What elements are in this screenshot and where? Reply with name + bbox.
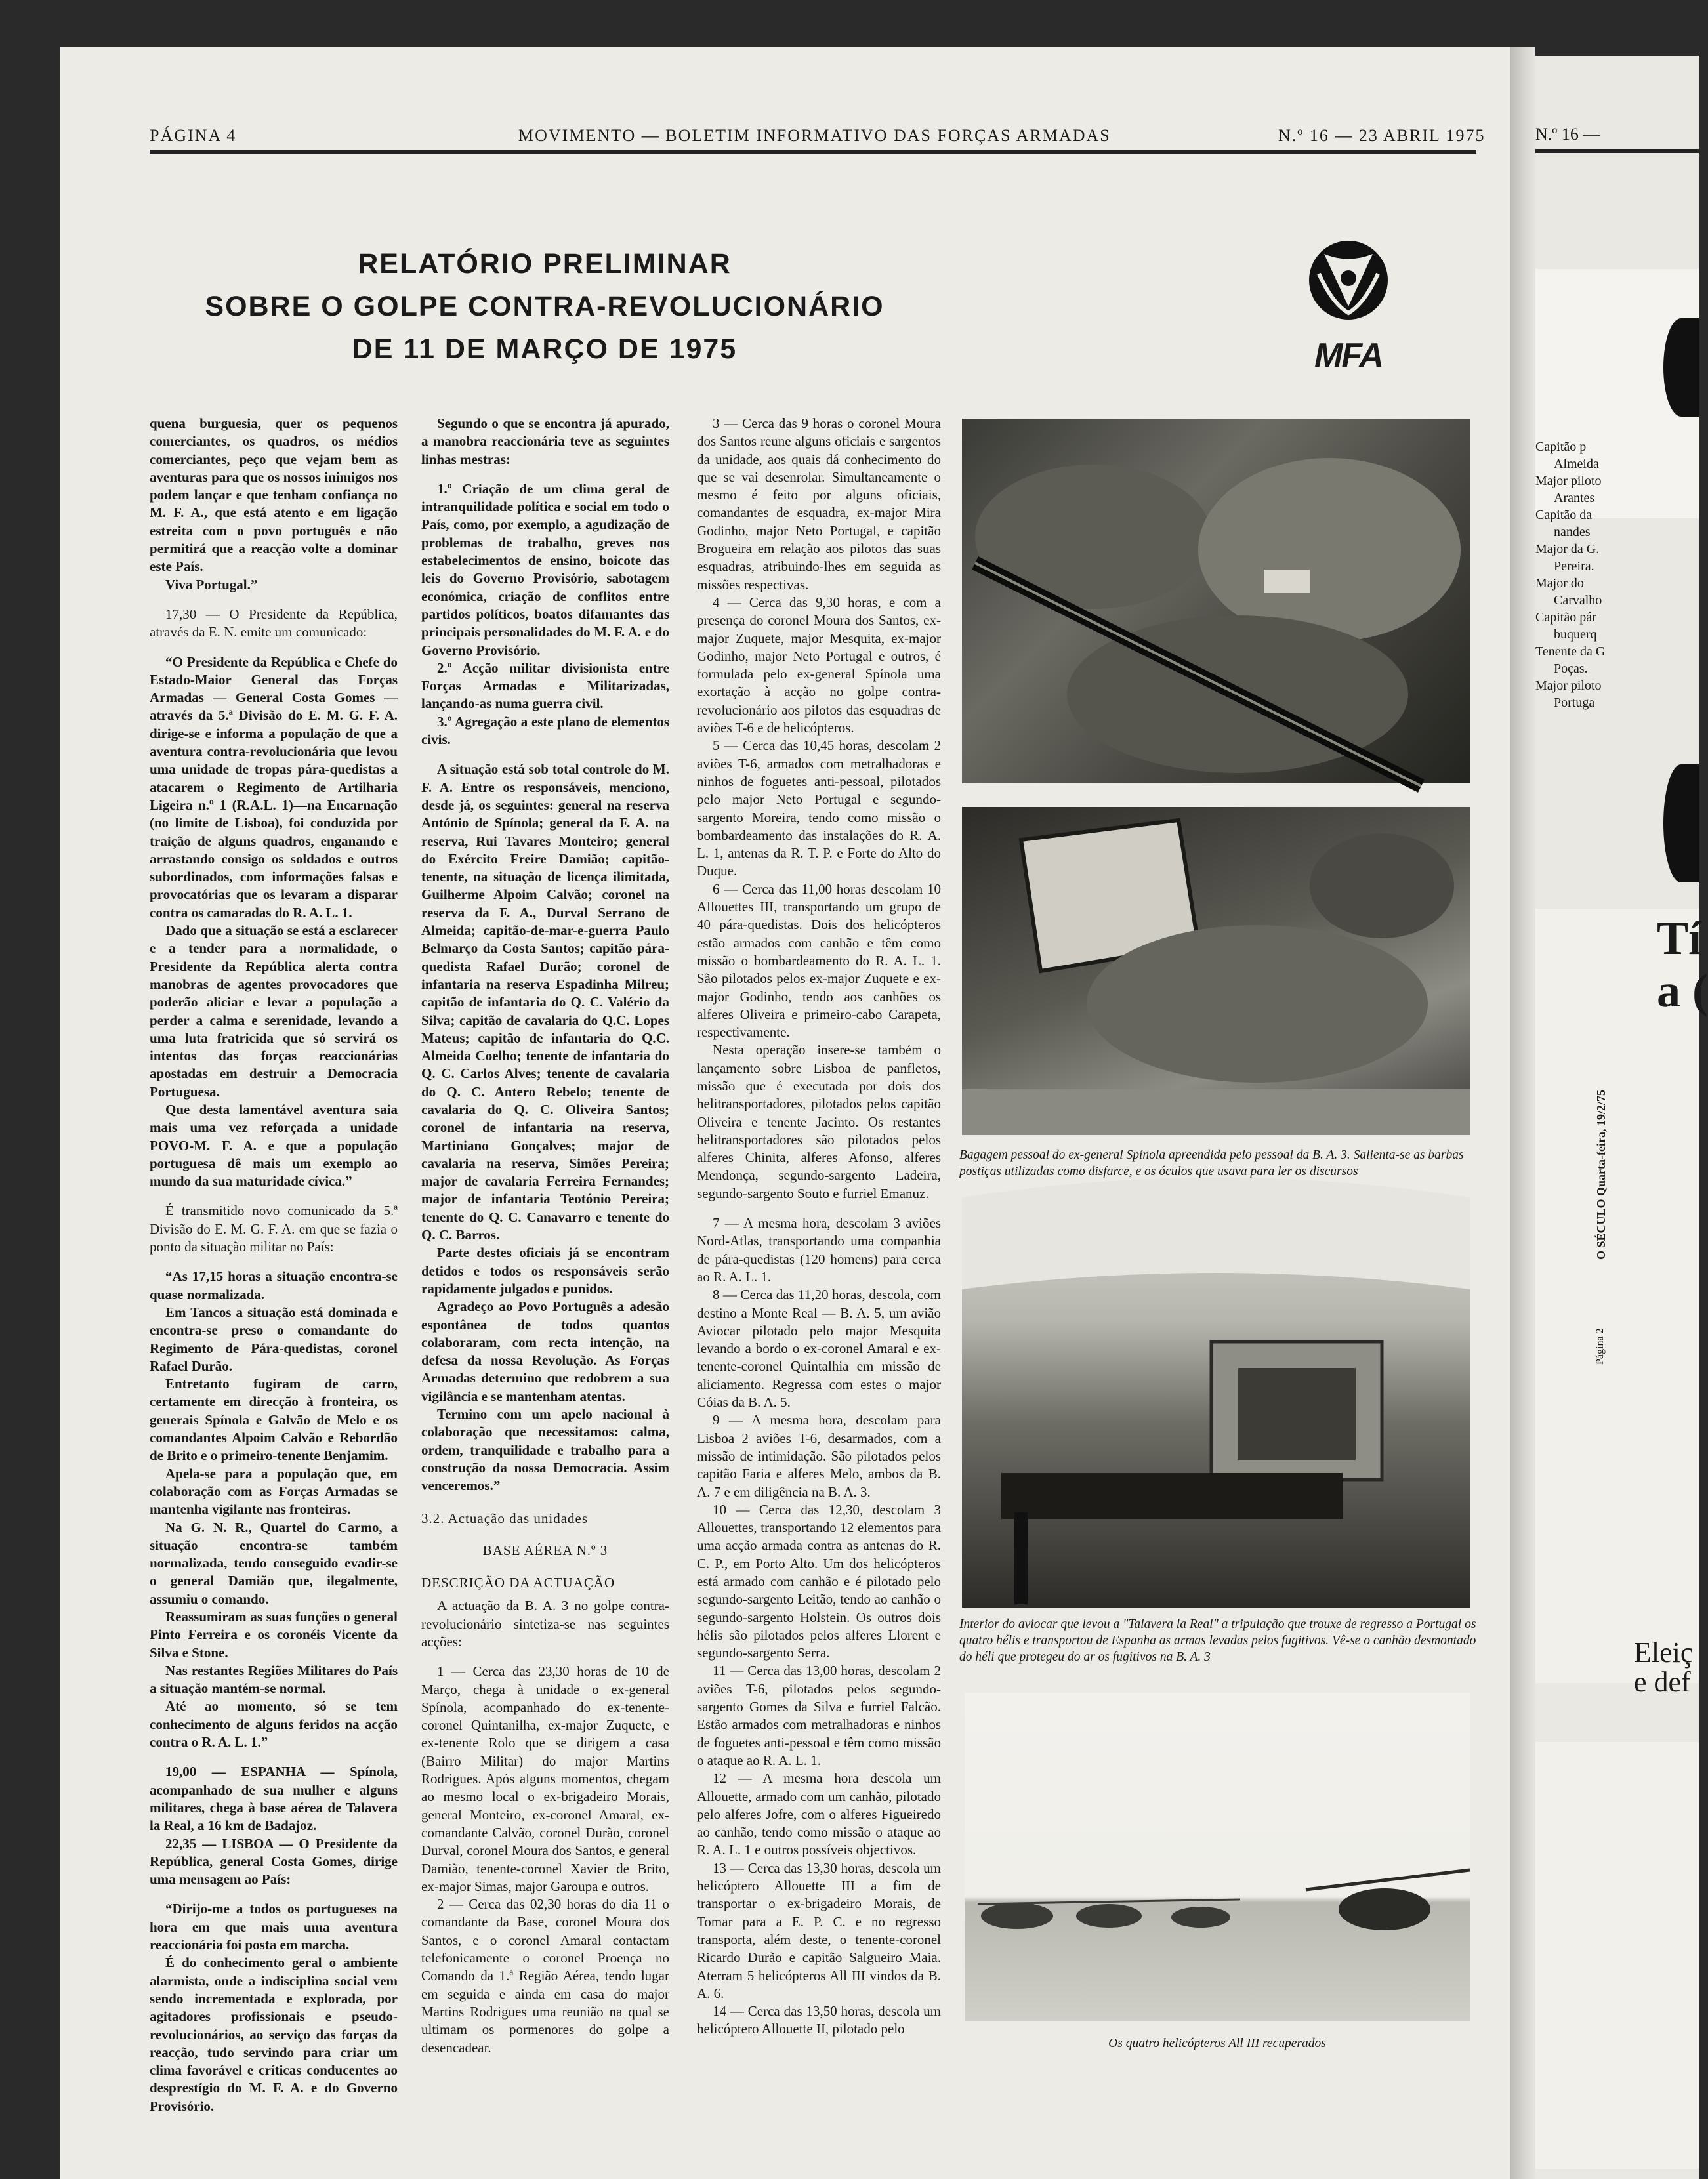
mfa-logo-text: MFA bbox=[1314, 337, 1383, 375]
paragraph: Termino com um apelo nacional à colaboração que necessitamos: calma, ordem, tranquilidade e trabalho para a construção da nossa Democracia. Assim venceremos.” bbox=[421, 1406, 669, 1494]
adjacent-list-line: Portuga bbox=[1554, 695, 1595, 710]
paragraph: Nesta operação insere-se também o lançamento sobre Lisboa de panfletos, missão que é executada por dois dos helitransportadores, pilotados pelos capitão Oliveira e tenente Jacinto. Os restantes helitransportadores são pilotados pelos alferes Chinita, alferes Afonso, alferes Mendonça, segundo-sargento Ladeira, segundo-sargento Souto e furriel Emanuz. bbox=[697, 1042, 941, 1201]
adjacent-headline-4: e def bbox=[1634, 1666, 1691, 1698]
paragraph: 19,00 — ESPANHA — Spínola, acompanhado de sua mulher e alguns militares, chega à base aérea de Talavera la Real, a 16 km de Badajoz. bbox=[150, 1764, 398, 1834]
paragraph: 12 — A mesma hora descola um Allouette, armado com um canhão, pilotado pelo alferes Jofre, com o alferes Figueiredo ao canhão, tendo como missão o ataque ao R. A. L. 1 e outros possíveis objectivos. bbox=[697, 1770, 941, 1858]
paragraph: 2 — Cerca das 02,30 horas do dia 11 o comandante da Base, coronel Moura dos Santos, e o coronel Amaral contactam telefonicamente o coronel Proença no Comando da 1.ª Região Aérea, tendo lugar em seguida e ainda em casa do major Martins Rodrigues uma reunião na qual se ultimam os pormenores do golpe a desencadear. bbox=[421, 1896, 669, 2056]
title-line-3: DE 11 DE MARÇO DE 1975 bbox=[352, 333, 738, 365]
photo-caption-aviocar: Interior do aviocar que levou a "Talavera la Real" a tripulação que trouxe de regresso a Portugal os quatro hélis e transportou de Espanha as armas levadas pelos fugitivos. Vê-se o canhão desmontado do héli que protegeu do ar os fugitivos na B. A. 3 bbox=[959, 1617, 1476, 1664]
paragraph: Na G. N. R., Quartel do Carmo, a situação encontra-se também normalizada, tendo conseguido evadir-se o general Damião que, ilegalmente, assumiu o comando. bbox=[150, 1519, 398, 1607]
paragraph: 13 — Cerca das 13,30 horas, descola um helicóptero Allouette III a fim de transportar o ex-brigadeiro Morais, de Tomar para a E. P. C. e no regresso transporta, além deste, o tenente-coronel Ricardo Durão e capitão Salgueiro Maia. Aterram 5 helicópteros All III vindos da B. A. 6. bbox=[697, 1859, 941, 2001]
adjacent-headline-2: a ( bbox=[1657, 965, 1708, 1017]
paragraph: A situação está sob total controle do M. F. A. Entre os responsáveis, menciono, desde já, os seguintes: general na reserva António de Spínola; general da F. A. na reserva, Rui Tavares Monteiro; general do Exército Freire Damião; capitão-tenente, na situação de licença ilimitada, Guilherme Alpoim Calvão; coronel na reserva da F. A., Durval Serrano de Almeida; capitão-de-mar-e-guerra Paulo Belmarço da Costa Santos; capitão pára-quedista Rafael Durão; coronel de infantaria na reserva Espadinha Milreu; capitão de infantaria do Q. C. Valério da Silva; capitão de cavalaria do Q.C. Lopes Mateus; capitão de infantaria do Q.C. Almeida Coelho; tenente de infantaria do Q. C. Carlos Alves; tenente de cavalaria do Q. C. Antero Rebelo; tenente de cavalaria do Q. C. Oliveira Santos; coronel de infantaria na reserva, Martiniano Gonçalves; major de cavalaria na reserva, Simões Pereira; major de cavalaria Ferreira Fernandes; major de infantaria Teotónio Pereira; tenente do Q. C. Canavarro e tenente do Q. C. Barros. bbox=[421, 761, 669, 1243]
adjacent-headline: Tí bbox=[1657, 912, 1702, 965]
adjacent-list-line: Major piloto bbox=[1535, 474, 1602, 488]
text-column-1 bbox=[150, 415, 398, 2115]
paragraph: Agradeço ao Povo Português a adesão espontânea de todos quantos colaboraram, com recta intenção, na defesa da nossa Revolução. As Forças Armadas determino que redobrem a sua vigilância e se mantenham atentas. bbox=[421, 1298, 669, 1404]
adjacent-list-line: Poças. bbox=[1554, 661, 1588, 676]
paragraph: “O Presidente da República e Chefe do Estado-Maior General das Forças Armadas — General Costa Gomes — através da 5.ª Divisão do E. M. G. F. A. dirige-se e informa a população de que a aventura contra-revolucionária que levou uma unidade de tropas pára-quedistas a atacarem o Regimento de Artilharia Ligeira n.º 1 (R.A.L. 1)—na Encarnação (no limite de Lisboa), foi conduzida por traição de alguns quadros, enganando e arrastando consigo os soldados e outros subordinados, com informações falsas e provocatórias que os levaram a disparar contra os camaradas do R. A. L. 1. bbox=[150, 654, 398, 921]
adjacent-clipping-3 bbox=[1535, 1742, 1699, 2169]
paragraph: Que desta lamentável aventura saia mais uma vez reforçada a unidade POVO-M. F. A. e que a população portuguesa dê mais um exemplo ao mundo da sua maturidade cívica.” bbox=[150, 1101, 398, 1190]
page-label: PÁGINA 4 bbox=[150, 126, 237, 145]
adjacent-list-line: Arantes bbox=[1554, 491, 1595, 505]
publication-name: MOVIMENTO — BOLETIM INFORMATIVO DAS FORÇAS ARMADAS bbox=[518, 126, 1111, 145]
adjacent-header-rule bbox=[1535, 149, 1699, 153]
adjacent-logo-fragment bbox=[1663, 318, 1699, 417]
adjacent-list-line: Capitão da bbox=[1535, 508, 1593, 522]
paragraph: A actuação da B. A. 3 no golpe contra-revolucionário sintetiza-se nas seguintes acções: bbox=[421, 1598, 669, 1650]
paragraph: Segundo o que se encontra já apurado, a manobra reaccionária teve as seguintes linhas mestras: bbox=[421, 415, 669, 467]
adjacent-vertical-page: Página 2 bbox=[1594, 1328, 1606, 1365]
paragraph: 6 — Cerca das 11,00 horas descolam 10 Allouettes III, transportando um grupo de 40 pára-quedistas. Dois dos helicópteros estão armados com canhão e têm como missão o bombardeamento do R. A. L. 1. São pilotados pelos ex-major Zuquete e ex-major Godinho, tendo aos canhões os alferes Oliveira e primeiro-cabo Carapeta, respectivamente. bbox=[697, 881, 941, 1041]
adjacent-list-line: Major do bbox=[1535, 576, 1584, 591]
adjacent-list-line: Capitão pár bbox=[1535, 610, 1596, 625]
adjacent-list-line: buquerq bbox=[1554, 627, 1597, 642]
paragraph: Até ao momento, só se tem conhecimento de alguns feridos na acção contra o R. A. L. 1.” bbox=[150, 1698, 398, 1751]
paragraph: “Dirijo-me a todos os portugueses na hora em que mais uma aventura reaccionária foi posta em marcha. bbox=[150, 1901, 398, 1953]
paragraph: 2.º Acção militar divisionista entre Forças Armadas e Militarizadas, lançando-as numa guerra civil. bbox=[421, 659, 669, 712]
paragraph: 5 — Cerca das 10,45 horas, descolam 2 aviões T-6, armados com metralhadoras e ninhos de foguetes anti-pessoal, pilotados pelo major Neto Portugal e segundo-sargento Moreira, tendo como missão o bombardeamento das instalações do R. A. L. 1, antenas da R. T. P. e Forte do Alto do Duque. bbox=[697, 737, 941, 879]
paragraph: Parte destes oficiais já se encontram detidos e todos os responsáveis serão rapidamente julgados e punidos. bbox=[421, 1245, 669, 1297]
article-title bbox=[151, 243, 938, 371]
adjacent-clipping-2 bbox=[1535, 909, 1702, 1683]
photo-aviocar-interior bbox=[962, 1197, 1470, 1608]
paragraph: Apela-se para a população que, em colaboração com as Forças Armadas se mantenha vigilante nas fronteiras. bbox=[150, 1465, 398, 1518]
page-gutter bbox=[1510, 47, 1535, 2179]
title-line-2: SOBRE O GOLPE CONTRA-REVOLUCIONÁRIO bbox=[205, 291, 885, 322]
photo-uniforms-cane bbox=[962, 419, 1470, 783]
header-rule bbox=[150, 150, 1476, 154]
section-heading: 3.2. Actuação das unidades bbox=[421, 1510, 589, 1526]
adjacent-list-line: Pereira. bbox=[1554, 559, 1594, 573]
paragraph: Entretanto fugiram de carro, certamente em direcção à fronteira, os generais Spínola e Galvão de Melo e os comandantes Alpoim Calvão e Rebordão de Brito e o primeiro-tenente Benjamim. bbox=[150, 1376, 398, 1464]
paragraph: “As 17,15 horas a situação encontra-se quase normalizada. bbox=[150, 1268, 398, 1302]
text-column-3 bbox=[697, 415, 941, 2039]
mfa-logo-icon bbox=[1299, 238, 1398, 375]
adjacent-list-line: Almeida bbox=[1554, 457, 1599, 471]
paragraph: 1.º Criação de um clima geral de intranquilidade política e social em todo o País, como, por exemplo, a agudização de problemas de trabalho, greves nos estabelecimentos de ensino, boicote das leis do Governo Provisório, sabotagem económica, criação de conflitos entre partidos políticos, boatos difamantes das principais personalidades do M. F. A. e do Governo Provisório. bbox=[421, 480, 669, 658]
paragraph: 22,35 — LISBOA — O Presidente da República, general Costa Gomes, dirige uma mensagem ao País: bbox=[150, 1835, 398, 1888]
adjacent-headline-3: Eleiç bbox=[1634, 1636, 1694, 1669]
adjacent-page bbox=[1535, 56, 1702, 2179]
paragraph: 10 — Cerca das 12,30, descolam 3 Allouettes, transportando 12 elementos para uma acção armada contra as antenas do R. C. P., em Porto Alto. Um dos helicópteros está armado com canhão e é pilotado pelo segundo-sargento Leitão, tendo ao canhão o segundo-sargento Holstein. Os outros dois hélis são pilotados pelos alferes Llorent e segundo-sargento Serra. bbox=[697, 1501, 941, 1661]
adjacent-list-line: nandes bbox=[1554, 525, 1591, 539]
paragraph: 11 — Cerca das 13,00 horas, descolam 2 aviões T-6, pilotados pelos segundo-sargento Gomes da Silva e furriel Falcão. Estão armados com metralhadoras e ninhos de foguetes anti-pessoal e têm como missão o ataque ao R. A. L. 1. bbox=[697, 1663, 941, 1768]
paragraph: Dado que a situação se está a esclarecer e a tender para a normalidade, o Presidente da República alerta contra manobras de agentes provocadores que poderão aliciar e levar a população a perder a calma e serenidade, levando a uma luta fratricida que só servirá os intentos das forças reaccionárias apostadas em destruir a Democracia Portuguesa. bbox=[150, 923, 398, 1100]
paragraph: Reassumiram as suas funções o general Pinto Ferreira e os coronéis Vicente da Silva e Stone. bbox=[150, 1609, 398, 1661]
description-heading: DESCRIÇÃO DA ACTUAÇÃO bbox=[421, 1575, 615, 1591]
adjacent-list-line: Major da G. bbox=[1535, 542, 1600, 556]
paragraph: Viva Portugal.” bbox=[165, 576, 258, 592]
adjacent-list-line: Tenente da G bbox=[1535, 644, 1606, 659]
photo-helicopters bbox=[965, 1693, 1470, 2021]
paragraph: 14 — Cerca das 13,50 horas, descola um helicóptero Allouette II, pilotado pelo bbox=[697, 2003, 941, 2037]
section-subheading: BASE AÉREA N.º 3 bbox=[482, 1542, 608, 1558]
paragraph: 4 — Cerca das 9,30 horas, e com a presença do coronel Moura dos Santos, ex-major Zuquete, major Mesquita, ex-major Godinho, major Neto Portugal e outros, é formulada pelo ex-general Spínola uma exortação à acção no golpe contra-revolucionário aos pilotos das esquadras de aviões T-6 e de helicópteros. bbox=[697, 594, 941, 736]
paragraph: 7 — A mesma hora, descolam 3 aviões Nord-Atlas, transportando uma companhia de pára-quedistas (120 homens) para cerca ao R. A. L. 1. bbox=[697, 1215, 941, 1285]
photo-luggage bbox=[962, 807, 1470, 1135]
adjacent-list-line: Major piloto bbox=[1535, 678, 1602, 693]
paragraph: 8 — Cerca das 11,20 horas, descola, com destino a Monte Real — B. A. 5, um avião Aviocar pilotado pelo major Mesquita levando a bordo o ex-coronel Amaral e ex-tenente-coronel Quintalhia em missão de aliciamento. Regressa com estes o major Cóias da B. A. 5. bbox=[697, 1287, 941, 1411]
adjacent-issue: N.º 16 — bbox=[1535, 125, 1600, 144]
adjacent-list bbox=[1535, 438, 1699, 711]
photo-caption-helicopters: Os quatro helicópteros All III recuperados bbox=[1108, 2037, 1326, 2050]
paragraph: É transmitido novo comunicado da 5.ª Divisão do E. M. G. F. A. em que se fazia o ponto da situação militar no País: bbox=[150, 1203, 398, 1255]
title-line-1: RELATÓRIO PRELIMINAR bbox=[358, 248, 732, 280]
photo-caption-luggage: Bagagem pessoal do ex-general Spínola apreendida pelo pessoal da B. A. 3. Salienta-se as barbas postiças utilizadas como disfarce, e os óculos que usava para ler os discursos bbox=[959, 1148, 1464, 1178]
adjacent-list-line: Capitão p bbox=[1535, 440, 1587, 454]
adjacent-vertical-masthead: O SÉCULO Quarta-feira, 19/2/75 bbox=[1594, 1090, 1608, 1260]
paragraph: quena burguesia, quer os pequenos comerciantes, os quadros, os médios comerciantes, peço que vejam bem as aventuras para que os nossos inimigos nos podem lançar e que tenham confiança no M. F. A., que está atento e em ligação estreita com o povo português e não permitirá que a reacção volte a dominar este País. bbox=[150, 415, 398, 575]
issue-date: N.º 16 — 23 ABRIL 1975 bbox=[1278, 126, 1486, 145]
paragraph: 17,30 — O Presidente da República, através da E. N. emite um comunicado: bbox=[150, 606, 398, 640]
paragraph: Em Tancos a situação está dominada e encontra-se preso o comandante do Regimento de Pára-quedistas, coronel Rafael Durão. bbox=[150, 1304, 398, 1374]
text-column-2 bbox=[421, 415, 669, 2057]
paragraph: Nas restantes Regiões Militares do País a situação mantém-se normal. bbox=[150, 1662, 398, 1697]
adjacent-logo-fragment-2 bbox=[1663, 764, 1699, 882]
paragraph: 1 — Cerca das 23,30 horas de 10 de Março, chega à unidade o ex-general Spínola, acompanhado do ex-tenente-coronel Quintanilha, ex-major Zuquete, e ex-tenente Rolo que se dirigem a casa (Bairro Militar) do major Martins Rodrigues. Após alguns momentos, chegam ao mesmo local o ex-brigadeiro Morais, general Monteiro, ex-coronel Amaral, ex-comandante Calvão, coronel Durão, coronel Durval, coronel Moura dos Santos, e general Damião, tenente-coronel Xavier de Brito, ex-major Simas, major Garoupa e outros. bbox=[421, 1663, 669, 1894]
paragraph: 3.º Agregação a este plano de elementos civis. bbox=[421, 713, 669, 748]
paragraph: 3 — Cerca das 9 horas o coronel Moura dos Santos reune alguns oficiais e sargentos da unidade, aos quais dá conhecimento do que se vai desenrolar. Simultaneamente o mesmo é feito por alguns oficiais, comandantes de esquadra, ex-major Mira Godinho, major Neto Portugal, e capitão Brogueira em relação aos pilotos das suas esquadras, atribuindo-lhes em seguida as missões respectivas. bbox=[697, 415, 941, 592]
paragraph: 9 — A mesma hora, descolam para Lisboa 2 aviões T-6, desarmados, com a missão de intimidação. São pilotados pelos capitão Faria e alferes Melo, ambos da B. A. 7 e em diligência na B. A. 3. bbox=[697, 1412, 941, 1500]
adjacent-list-line: Carvalho bbox=[1554, 593, 1602, 608]
paragraph: É do conhecimento geral o ambiente alarmista, onde a indisciplina social vem sendo incrementada e explorada, por agitadores profissionais e pseudo-revolucionários, ao serviço das forças da reacção, tudo servindo para criar um clima favorável e críticas conducentes ao desprestígio do M. F. A. e do Governo Provisório. bbox=[150, 1955, 398, 2114]
